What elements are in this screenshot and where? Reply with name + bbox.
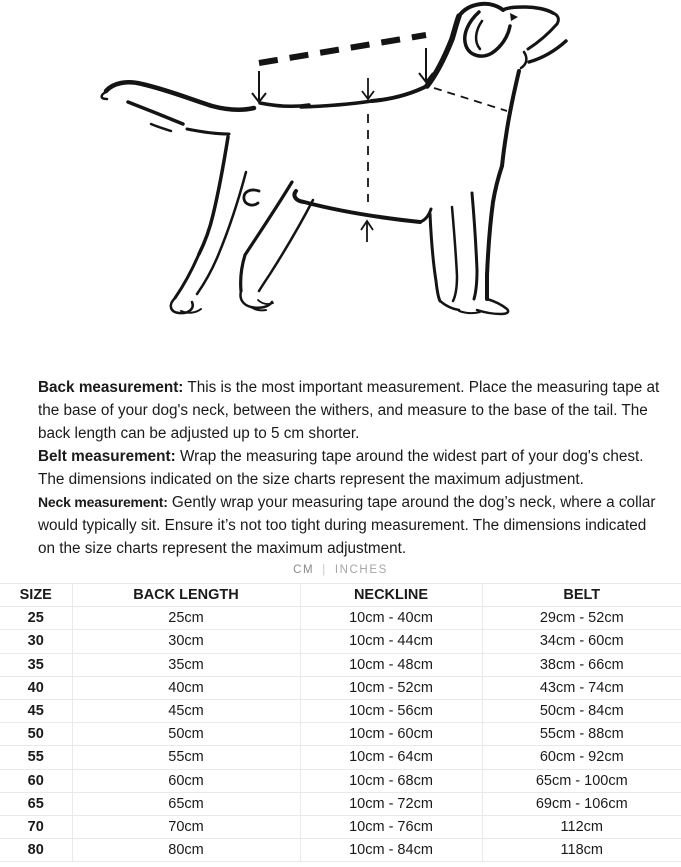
table-cell: 10cm - 40cm bbox=[300, 607, 482, 630]
dog-eye bbox=[510, 13, 518, 21]
table-cell: 55 bbox=[0, 746, 72, 769]
table-cell: 40cm bbox=[72, 676, 300, 699]
table-cell: 10cm - 48cm bbox=[300, 653, 482, 676]
belt-measurement-label: Belt measurement: bbox=[38, 448, 176, 465]
withers-down-arrow bbox=[419, 48, 433, 82]
table-cell: 25 bbox=[0, 607, 72, 630]
table-cell: 35cm bbox=[72, 653, 300, 676]
table-cell: 45cm bbox=[72, 699, 300, 722]
table-cell: 29cm - 52cm bbox=[482, 607, 681, 630]
table-cell: 10cm - 56cm bbox=[300, 699, 482, 722]
table-cell: 10cm - 52cm bbox=[300, 676, 482, 699]
dog-nose bbox=[553, 13, 558, 24]
table-cell: 60cm bbox=[72, 769, 300, 792]
table-row bbox=[0, 723, 681, 746]
table-row bbox=[0, 607, 681, 630]
belt-measurement-text: Wrap the measuring tape around the widest part of your dog's chest. The dimensions indicated on the size charts represent the maximum adjustment. bbox=[38, 448, 644, 488]
neck-measurement-label: Neck measurement: bbox=[38, 494, 168, 510]
table-cell: 50 bbox=[0, 723, 72, 746]
belt-up-arrow bbox=[361, 221, 373, 242]
table-cell: 38cm - 66cm bbox=[482, 653, 681, 676]
table-row bbox=[0, 630, 681, 653]
dog-hind-leg bbox=[199, 137, 228, 254]
table-header-cell: NECKLINE bbox=[300, 584, 482, 607]
table-cell: 45 bbox=[0, 699, 72, 722]
table-cell: 10cm - 72cm bbox=[300, 792, 482, 815]
table-cell: 65 bbox=[0, 792, 72, 815]
table-row bbox=[0, 746, 681, 769]
table-cell: 60 bbox=[0, 769, 72, 792]
table-row bbox=[0, 676, 681, 699]
table-cell: 10cm - 84cm bbox=[300, 839, 482, 862]
table-cell: 34cm - 60cm bbox=[482, 630, 681, 653]
table-cell: 118cm bbox=[482, 839, 681, 862]
table-header-cell: BACK LENGTH bbox=[72, 584, 300, 607]
table-cell: 65cm bbox=[72, 792, 300, 815]
unit-switcher bbox=[0, 564, 681, 576]
neck-measurement-text: Gently wrap your measuring tape around the dog’s neck, where a collar would typically sit. Ensure it’s not too tight during measurement. The dimensions indicated on the size charts represent the maximum adjustment. bbox=[38, 494, 656, 557]
dog-belly bbox=[294, 191, 420, 222]
table-cell: 30 bbox=[0, 630, 72, 653]
table-cell: 69cm - 106cm bbox=[482, 792, 681, 815]
back-measurement-paragraph bbox=[38, 376, 661, 445]
table-cell: 30cm bbox=[72, 630, 300, 653]
tail-base-down-arrow bbox=[252, 71, 266, 102]
measurement-instructions bbox=[0, 372, 681, 560]
table-cell: 70 bbox=[0, 815, 72, 838]
table-cell: 50cm - 84cm bbox=[482, 699, 681, 722]
table-cell: 35 bbox=[0, 653, 72, 676]
dog-mouth bbox=[528, 24, 557, 49]
unit-cm-button[interactable]: CM bbox=[293, 564, 315, 576]
table-cell: 80 bbox=[0, 839, 72, 862]
neck-dashed-line bbox=[434, 88, 507, 111]
table-row bbox=[0, 769, 681, 792]
table-cell: 55cm bbox=[72, 746, 300, 769]
table-cell: 70cm bbox=[72, 815, 300, 838]
table-cell: 43cm - 74cm bbox=[482, 676, 681, 699]
table-cell: 10cm - 44cm bbox=[300, 630, 482, 653]
table-cell: 25cm bbox=[72, 607, 300, 630]
table-cell: 55cm - 88cm bbox=[482, 723, 681, 746]
back-measurement-label: Back measurement: bbox=[38, 379, 184, 396]
back-length-dashed-line bbox=[259, 35, 426, 63]
size-table bbox=[0, 583, 681, 862]
dog-ear bbox=[465, 12, 510, 56]
table-cell: 112cm bbox=[482, 815, 681, 838]
table-cell: 10cm - 64cm bbox=[300, 746, 482, 769]
dog-head bbox=[459, 4, 503, 16]
dog-flank-curl bbox=[244, 190, 259, 205]
table-cell: 80cm bbox=[72, 839, 300, 862]
table-cell: 10cm - 60cm bbox=[300, 723, 482, 746]
dog-measurement-illustration bbox=[0, 0, 681, 372]
table-header-cell: SIZE bbox=[0, 584, 72, 607]
table-cell: 10cm - 76cm bbox=[300, 815, 482, 838]
table-cell: 10cm - 68cm bbox=[300, 769, 482, 792]
dog-front-paw bbox=[477, 299, 508, 314]
table-row bbox=[0, 792, 681, 815]
neck-measurement-paragraph bbox=[38, 491, 661, 560]
size-table-header-row bbox=[0, 584, 681, 607]
table-row bbox=[0, 699, 681, 722]
belt-measurement-paragraph bbox=[38, 445, 661, 491]
dog-front-leg bbox=[487, 166, 502, 299]
dog-throat bbox=[502, 71, 519, 166]
table-row bbox=[0, 815, 681, 838]
table-row bbox=[0, 653, 681, 676]
unit-divider: | bbox=[322, 564, 327, 576]
table-row bbox=[0, 839, 681, 862]
table-cell: 40 bbox=[0, 676, 72, 699]
size-table-body bbox=[0, 607, 681, 862]
table-cell: 65cm - 100cm bbox=[482, 769, 681, 792]
table-cell: 60cm - 92cm bbox=[482, 746, 681, 769]
unit-inches-button[interactable]: INCHES bbox=[334, 564, 388, 576]
table-cell: 50cm bbox=[72, 723, 300, 746]
table-header-cell: BELT bbox=[482, 584, 681, 607]
back-measurement-text: This is the most important measurement. Place the measuring tape at the base of your dog's neck, between the withers, and measure to the base of the tail. The back length can be adjusted up to 5 cm shorter. bbox=[38, 379, 660, 442]
mid-back-down-arrow bbox=[362, 78, 374, 99]
